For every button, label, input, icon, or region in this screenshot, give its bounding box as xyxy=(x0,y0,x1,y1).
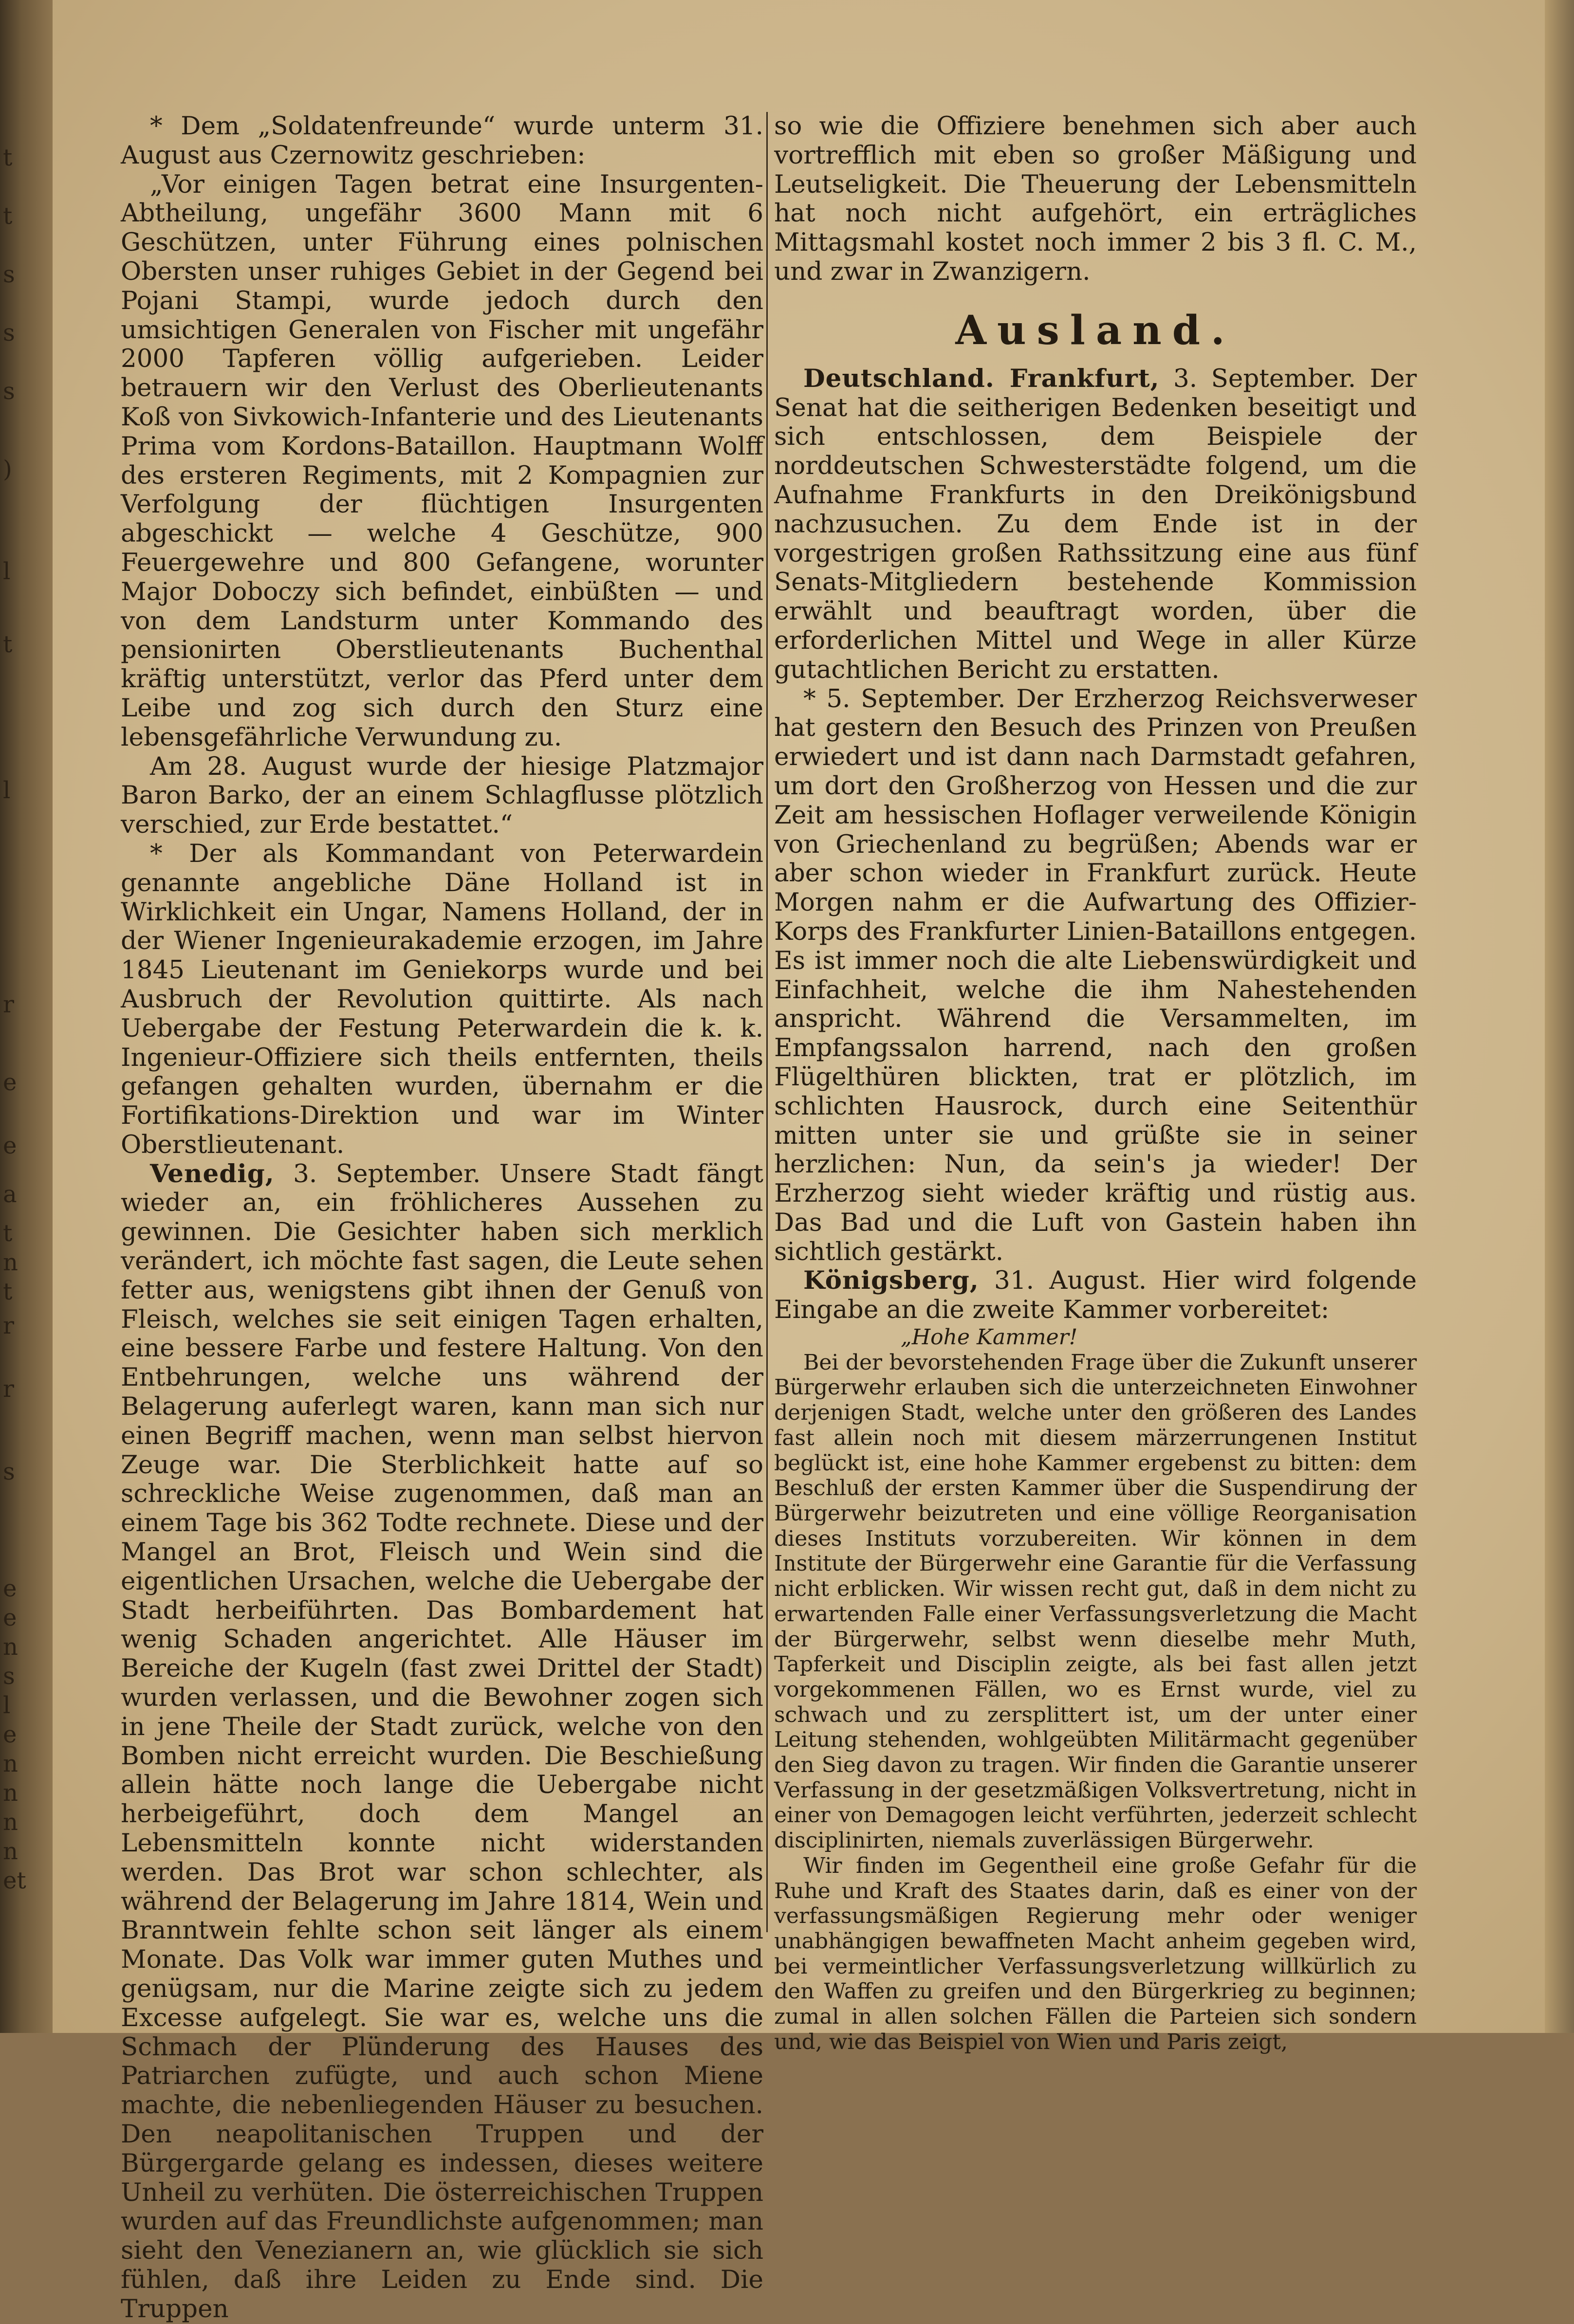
edge-letter: l xyxy=(3,777,11,804)
petition-address: „Hohe Kammer! xyxy=(901,1325,1078,1350)
dateline-venedig: Venedig, xyxy=(150,1159,275,1189)
left-column xyxy=(121,112,763,2324)
edge-letter: t xyxy=(3,631,13,658)
article-koenigsberg-text: 31. August. Hier wird folgende Eingabe an die zweite Kammer vorbereitet: xyxy=(774,1266,1417,1325)
column-rule xyxy=(766,112,768,1932)
article-frankfurt xyxy=(774,365,1417,685)
edge-letter: e xyxy=(3,1604,17,1631)
dateline-frankfurt: Deutschland. Frankfurt, xyxy=(803,364,1160,393)
edge-letter: ) xyxy=(3,456,12,483)
article-reichsverweser: * 5. September. Der Erzherzog Reichsverweser hat gestern den Besuch des Prinzen von Preußen erwiedert und ist dann nach Darmstadt gefahren, um dort den Großherzog von Hessen und die zur Zeit am hessischen Hoflager verweilende Königin von Griechenland zu begrüßen; Abends war er aber schon wieder in Frankfurt zurück. Heute Morgen nahm er die Aufwartung des Offizier-Korps des Frankfurter Linien-Bataillons entgegen. Es ist immer noch die alte Liebenswürdigkeit und Einfachheit, welche die ihm Nahestehenden anspricht. Während die Versammelten, im Empfangssalon harrend, nach den großen Flügelthüren blickten, trat er plötzlich, im schlichten Hausrock, durch eine Seitenthür mitten unter sie und grüßte sie in seiner herzlichen: Nun, da sein's ja wieder! Der Erzherzog sieht wieder kräftig und rüstig aus. Das Bad und die Luft von Gastein haben ihn sichtlich gestärkt. xyxy=(774,684,1417,1266)
edge-letter: s xyxy=(3,1458,15,1485)
edge-letter: r xyxy=(3,1375,14,1403)
petition-paragraph: Wir finden im Gegentheil eine große Gefahr für die Ruhe und Kraft des Staates darin, daß es einer von der verfassungsmäßigen Regierung mehr oder weniger unabhängigen bewaffneten Macht anheim gegeben wird, bei vermeintlicher Verfassungsverletzung willkürlich zu den Waffen zu greifen und den Bürgerkrieg zu beginnen; zumal in allen solchen Fällen die Parteien sich sondern und, wie das Beispiel von Wien und Paris zeigt, xyxy=(774,1853,1417,2054)
article-venedig-text: 3. September. Unsere Stadt fängt wieder an, ein fröhlicheres Aussehen zu gewinnen. Die Gesichter haben sich merklich verändert, ich möchte fast sagen, die Leute sehen fetter aus, wenigstens gibt ihnen der Genuß von Fleisch, welches sie seit einigen Tagen erhalten, eine bessere Farbe und festere Haltung. Von den Entbehrungen, welche uns während der Belagerung auferlegt waren, kann man sich nur einen Begriff machen, wenn man selbst hiervon Zeuge war. Die Sterblichkeit hatte auf so schreckliche Weise zugenommen, daß man an einem Tage bis 362 Todte rechnete. Diese und der Mangel an Brot, Fleisch und Wein sind die eigentlichen Ursachen, welche die Uebergabe der Stadt herbeiführten. Das Bombardement hat wenig Schaden angerichtet. Alle Häuser im Bereiche der Kugeln (fast zwei Drittel der Stadt) wurden verlassen, und die Bewohner zogen sich in jene Theile der Stadt zurück, welche von den Bomben nicht erreicht wurden. Die Beschießung allein hätte noch lange die Uebergabe nicht herbeigeführt, doch dem Mangel an Lebensmitteln konnte nicht widerstanden werden. Das Brot war schon schlechter, als während der Belagerung im Jahre 1814, Wein und Branntwein fehlte schon seit länger als einem Monate. Das Volk war immer guten Muthes und genügsam, nur die Marine zeigte sich zu jedem Excesse aufgelegt. Sie war es, welche uns die Schmach der Plünderung des Hauses des Patriarchen zufügte, und auch schon Miene machte, die nebenliegenden Häuser zu besuchen. Den neapolitanischen Truppen und der Bürgergarde gelang es indessen, dieses weitere Unheil zu verhüten. Die österreichischen Truppen wurden auf das Freundlichste aufgenommen; man sieht den Venezianern an, wie glücklich sie sich fühlen, daß ihre Leiden zu Ende sind. Die Truppen xyxy=(121,1159,763,2324)
article-czernowitz-funeral: Am 28. August wurde der hiesige Platzmajor Baron Barko, der an einem Schlagflusse plötzlich verschied, zur Erde bestattet.“ xyxy=(121,751,763,840)
edge-letter: n xyxy=(3,1633,18,1661)
edge-letter: n xyxy=(3,1809,18,1836)
edge-letter: t xyxy=(3,144,13,171)
edge-letter: et xyxy=(3,1867,26,1894)
edge-letter: n xyxy=(3,1779,18,1807)
edge-letter: e xyxy=(3,1132,17,1159)
edge-letter: n xyxy=(3,1249,18,1276)
edge-letter: s xyxy=(3,319,15,347)
article-peterwardein: * Der als Kommandant von Peterwardein genannte angebliche Däne Holland ist in Wirklichkeit ein Ungar, Namens Holland, der in der Wiener Ingenieurakademie erzogen, im Jahre 1845 Lieutenant im Geniekorps wurde und bei Ausbruch der Revolution quittirte. Als nach Uebergabe der Festung Peterwardein die k. k. Ingenieur-Offiziere sich theils entfernten, theils gefangen gehalten wurden, übernahm er die Fortifikations-Direktion und war im Winter Oberstlieutenant. xyxy=(121,839,763,1159)
edge-letter: n xyxy=(3,1838,18,1865)
edge-letter: e xyxy=(3,1721,17,1748)
edge-letter: s xyxy=(3,1663,15,1690)
section-title-ausland: Ausland. xyxy=(955,307,1236,354)
edge-letter: e xyxy=(3,1069,17,1096)
article-venedig xyxy=(121,1160,763,2324)
edge-letter: t xyxy=(3,1220,13,1247)
article-frankfurt-text: 3. September. Der Senat hat die seitherigen Bedenken beseitigt und sich entschlossen, dem Beispiele der norddeutschen Schwesterstädte folgend, um die Aufnahme Frankfurts in den Dreikönigsbund nachzusuchen. Zu dem Ende ist in der vorgestrigen großen Rathssitzung eine aus fünf Senats-Mitgliedern bestehende Kommission erwählt und beauftragt worden, über die erforderlichen Mittel und Wege in aller Kürze gutachtlichen Bericht zu erstatten. xyxy=(774,364,1417,684)
edge-letter: l xyxy=(3,558,11,585)
article-koenigsberg xyxy=(774,1266,1417,1325)
edge-letter: r xyxy=(3,1312,14,1339)
right-column xyxy=(774,112,1417,2054)
article-czernowitz-intro: * Dem „Soldatenfreunde“ wurde unterm 31. August aus Czernowitz geschrieben: xyxy=(121,111,763,170)
edge-letter: t xyxy=(3,202,13,230)
edge-letter: r xyxy=(3,991,14,1018)
edge-letter: a xyxy=(3,1181,17,1208)
edge-letter: n xyxy=(3,1750,18,1777)
edge-letter: l xyxy=(3,1692,11,1719)
article-czernowitz-report: „Vor einigen Tagen betrat eine Insurgenten-Abtheilung, ungefähr 3600 Mann mit 6 Geschützen, unter Führung eines polnischen Obersten unser ruhiges Gebiet in der Gegend bei Pojani Stampi, wurde jedoch durch den umsichtigen Generalen von Fischer mit ungefähr 2000 Tapferen völlig aufgerieben. Leider betrauern wir den Verlust des Oberlieutenants Koß von Sivkowich-Infanterie und des Lieutenants Prima vom Kordons-Bataillon. Hauptmann Wolff des ersteren Regiments, mit 2 Kompagnien zur Verfolgung der flüchtigen Insurgenten abgeschickt — welche 4 Geschütze, 900 Feuergewehre und 800 Gefangene, worunter Major Doboczy sich befindet, einbüßten — und von dem Landsturm unter Kommando des pensionirten Oberstlieutenants Buchenthal kräftig unterstützt, verlor das Pferd unter dem Leibe und zog sich durch den Sturz eine lebensgefährliche Verwundung zu. xyxy=(121,169,763,752)
article-venedig-continued: so wie die Offiziere benehmen sich aber auch vortrefflich mit eben so großer Mäßigung und Leutseligkeit. Die Theuerung der Lebensmitteln hat noch nicht aufgehört, ein erträgliches Mittagsmahl kostet noch immer 2 bis 3 fl. C. M., und zwar in Zwanzigern. xyxy=(774,111,1417,286)
edge-letter: s xyxy=(3,261,15,288)
facing-page-edge xyxy=(0,0,29,2033)
dateline-koenigsberg: Königsberg, xyxy=(803,1266,979,1296)
page-edge-right xyxy=(1545,0,1574,2033)
petition-paragraph: Bei der bevorstehenden Frage über die Zukunft unserer Bürgerwehr erlauben sich die unterzeichneten Einwohner derjenigen Stadt, welche unter den größeren des Landes fast allein noch mit diesem märzerrungenen Institut beglückt ist, eine hohe Kammer ergebenst zu bitten: dem Beschluß der ersten Kammer über die Suspendirung der Bürgerwehr beizutreten und eine völlige Reorganisation dieses Instituts vorzubereiten. Wir können in dem Institute der Bürgerwehr eine Garantie für die Verfassung nicht erblicken. Wir wissen recht gut, daß in dem nicht zu erwartenden Falle einer Verfassungsverletzung die Macht der Bürgerwehr, selbst wenn dieselbe mehr Muth, Tapferkeit und Disciplin zeigte, als bei fast allen jetzt vorgekommenen Fällen, wo es Ernst wurde, viel zu schwach und zu zersplittert ist, um der unter einer Leitung stehenden, wohlgeübten Militärmacht gegenüber den Sieg davon zu tragen. Wir finden die Garantie unserer Verfassung in der gesetzmäßigen Volksvertretung, nicht in einer von Demagogen leicht verführten, jederzeit schlecht disciplinirten, niemals zuverlässigen Bürgerwehr. xyxy=(774,1350,1417,1853)
edge-letter: s xyxy=(3,378,15,405)
edge-letter: t xyxy=(3,1278,13,1305)
edge-letter: e xyxy=(3,1575,17,1602)
petition-block xyxy=(774,1325,1417,2054)
